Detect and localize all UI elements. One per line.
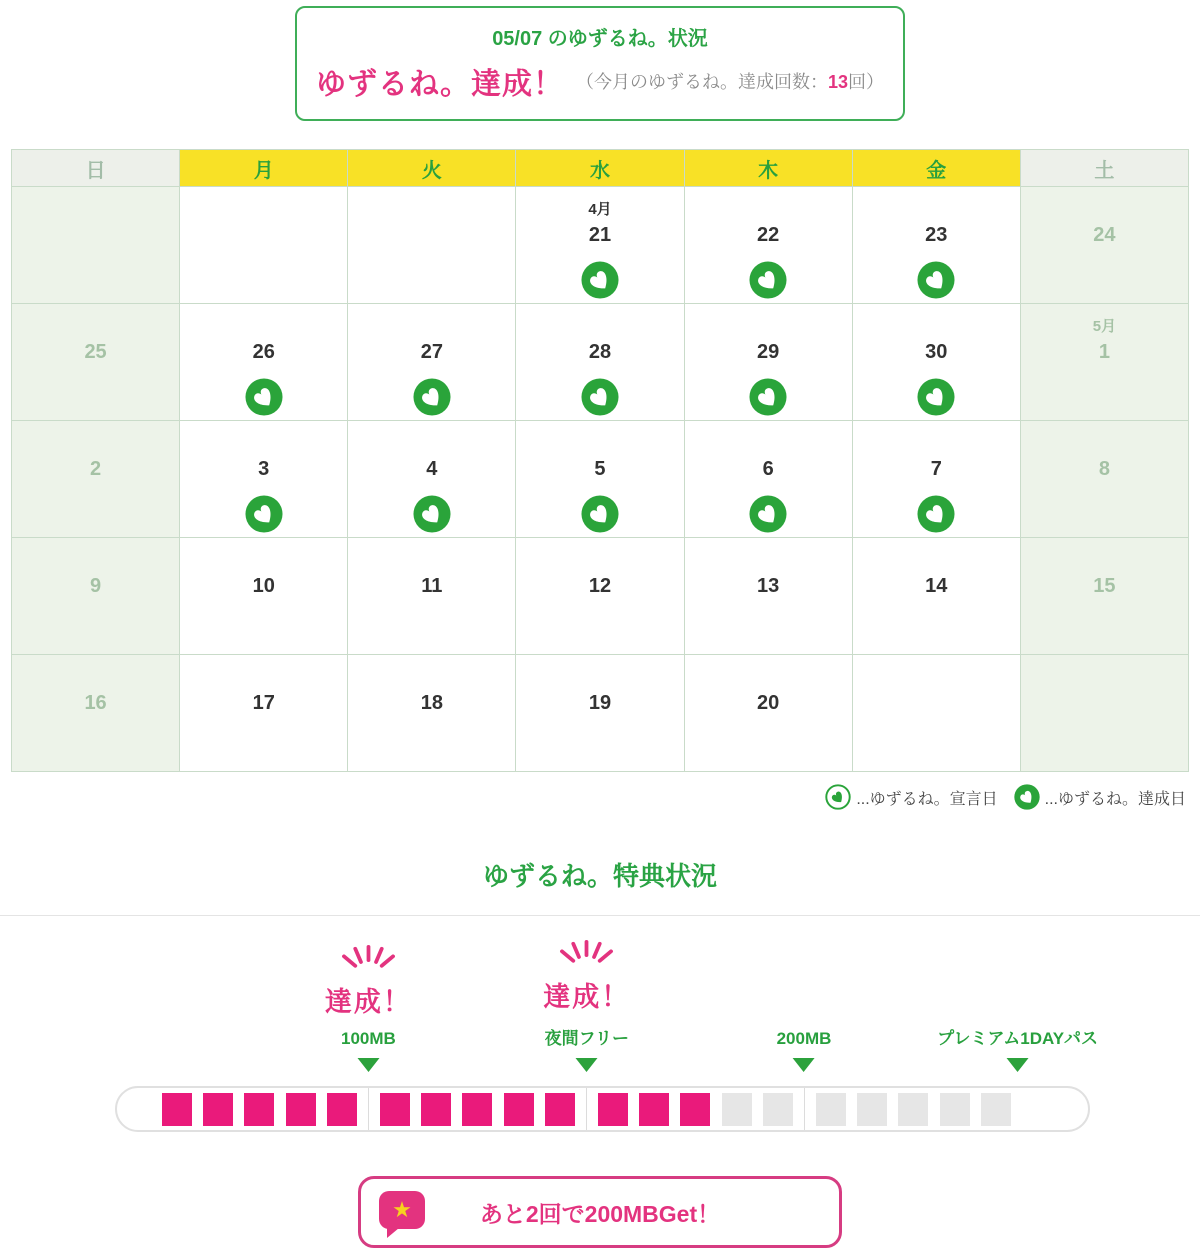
cell-day-number: 20 [757, 692, 780, 714]
progress-square-filled [327, 1093, 357, 1126]
calendar-row [12, 655, 1189, 772]
cell-month-label [12, 199, 179, 223]
progress-square-filled [203, 1093, 233, 1126]
cell-day-number: 27 [420, 341, 443, 363]
cell-month-label [12, 667, 179, 691]
cell-day-number: 26 [252, 341, 275, 363]
calendar-cell [12, 421, 180, 538]
achieved-burst-text: 達成！ [324, 987, 412, 1017]
calendar-header-sun: 日 [12, 150, 180, 187]
cell-day-number: 12 [588, 575, 612, 597]
yuzurune-achieved-icon [516, 261, 683, 301]
cell-day-number: 18 [420, 692, 443, 714]
achieved-burst [543, 940, 630, 1014]
progress-square-empty [722, 1093, 752, 1126]
progress-square-empty [857, 1093, 887, 1126]
cell-day-number: 10 [252, 575, 275, 597]
cell-month-label [180, 433, 347, 457]
cell-month-label [12, 550, 179, 574]
cell-month-label [853, 199, 1020, 223]
milestone-arrow-icon [1007, 1058, 1029, 1072]
achieved-burst-text: 達成！ [543, 982, 631, 1012]
calendar-cell [12, 187, 180, 304]
calendar-cell [348, 304, 516, 421]
cell-day-number: 21 [588, 224, 612, 246]
milestone-label: 夜間フリー [544, 1029, 629, 1048]
progress-square-filled [504, 1093, 534, 1126]
status-result: ゆずるね。達成！ [315, 68, 564, 101]
cell-month-label [516, 433, 683, 457]
milestone-arrow-icon [576, 1058, 598, 1072]
progress-square-filled [162, 1093, 192, 1126]
yuzurune-achieved-icon [516, 495, 683, 535]
cell-month-label [685, 199, 852, 223]
yuzurune-achieved-icon [853, 495, 1020, 535]
cell-day-number: 7 [930, 458, 942, 480]
calendar-cell [516, 655, 684, 772]
status-card [295, 6, 905, 121]
burst-rays-icon [325, 945, 411, 980]
cell-day-number: 1 [1098, 341, 1110, 363]
calendar-cell [348, 655, 516, 772]
cell-month-label [685, 433, 852, 457]
cell-day-number [1021, 691, 1188, 717]
calendar-cell [180, 421, 348, 538]
calendar-row [12, 538, 1189, 655]
calendar-cell [180, 187, 348, 304]
calendar-body [12, 187, 1189, 772]
progress-square-filled [639, 1093, 669, 1126]
reward-message: あと2回で200MBGet！ [479, 1200, 721, 1227]
legend-item-declared [825, 784, 997, 810]
calendar-cell [12, 655, 180, 772]
status-count-prefix: （今月のゆずるね。達成回数： [575, 72, 828, 92]
calendar-cell [1020, 421, 1188, 538]
cell-day-number: 14 [925, 575, 948, 597]
cell-day-number [853, 691, 1020, 717]
calendar-cell [852, 655, 1020, 772]
cell-day-number: 9 [90, 575, 102, 597]
milestone-label: プレミアム1DAYパス [937, 1029, 1099, 1048]
calendar-cell [684, 187, 852, 304]
yuzurune-achieved-icon [1014, 784, 1040, 810]
cell-day-number: 2 [90, 458, 102, 480]
yuzurune-achieved-icon [685, 495, 852, 535]
calendar-cell [1020, 538, 1188, 655]
milestone-arrow-icon [357, 1058, 379, 1072]
cell-day-number: 24 [1093, 224, 1116, 246]
cell-day-number: 3 [258, 458, 270, 480]
calendar-cell [1020, 187, 1188, 304]
calendar-header-wed: 水 [516, 150, 684, 187]
calendar-cell [684, 538, 852, 655]
calendar-cell [516, 187, 684, 304]
calendar-cell [684, 421, 852, 538]
progress-square-filled [680, 1093, 710, 1126]
cell-day-number [12, 223, 179, 249]
calendar-cell [852, 304, 1020, 421]
calendar-cell [348, 421, 516, 538]
milestone-夜間フリー [543, 940, 630, 1072]
calendar-cell [1020, 655, 1188, 772]
legend-label: ...ゆずるね。達成日 [1044, 790, 1186, 808]
progress-square-empty [763, 1093, 793, 1126]
cell-month-label [853, 550, 1020, 574]
cell-month-label [516, 316, 683, 340]
calendar-cell [852, 538, 1020, 655]
progress-square-filled [421, 1093, 451, 1126]
cell-month-label [348, 667, 515, 691]
calendar-cell [180, 655, 348, 772]
cell-month-label [685, 550, 852, 574]
yuzurune-achieved-icon [853, 261, 1020, 301]
calendar-header-sat: 土 [1020, 150, 1188, 187]
milestone-arrow-icon [793, 1058, 815, 1072]
cell-day-number: 25 [84, 341, 107, 363]
progress-square-filled [545, 1093, 575, 1126]
status-count-suffix: 回） [848, 72, 885, 92]
cell-day-number: 23 [925, 224, 948, 246]
calendar-cell [12, 538, 180, 655]
calendar-row [12, 187, 1189, 304]
cell-month-label [180, 199, 347, 223]
yuzurune-achieved-icon [348, 378, 515, 418]
calendar-cell [12, 304, 180, 421]
calendar-header-mon: 月 [180, 150, 348, 187]
progress-square-filled [286, 1093, 316, 1126]
cell-month-label [1021, 433, 1188, 457]
cell-day-number: 22 [757, 224, 780, 246]
calendar-header-fri: 金 [852, 150, 1020, 187]
cell-day-number: 15 [1093, 575, 1116, 597]
cell-month-label [348, 199, 515, 223]
calendar-legend [0, 784, 1186, 810]
cell-month-label [348, 550, 515, 574]
milestone-100MB [325, 945, 412, 1072]
cell-day-number: 4 [426, 458, 438, 480]
progress-segment [586, 1088, 804, 1130]
cell-month-label [348, 316, 515, 340]
cell-month-label [1021, 199, 1188, 223]
cell-month-label [180, 316, 347, 340]
progress-square-filled [462, 1093, 492, 1126]
calendar-cell [516, 304, 684, 421]
star-icon: ★ [392, 1197, 412, 1222]
legend-item-achieved [1014, 784, 1186, 810]
calendar-cell [516, 421, 684, 538]
milestone-プレミアム1DAYパス [937, 1014, 1098, 1072]
status-count [576, 68, 884, 94]
cell-month-label [516, 667, 683, 691]
calendar-cell [348, 538, 516, 655]
cell-day-number: 19 [588, 692, 612, 714]
progress-square-filled [598, 1093, 628, 1126]
calendar-row [12, 421, 1189, 538]
status-count-value: 13 [827, 72, 849, 92]
cell-day-number: 17 [252, 692, 275, 714]
calendar-cell [1020, 304, 1188, 421]
progress-segment [368, 1088, 586, 1130]
cell-month-label [180, 667, 347, 691]
calendar-row [12, 304, 1189, 421]
yuzurune-achieved-icon [180, 378, 347, 418]
calendar-cell [180, 304, 348, 421]
calendar-cell [684, 655, 852, 772]
progress-square-empty [940, 1093, 970, 1126]
cell-day-number [348, 223, 515, 249]
cell-month-label [12, 433, 179, 457]
yuzurune-declared-icon [825, 784, 851, 810]
calendar-cell [348, 187, 516, 304]
yuzurune-achieved-icon [180, 495, 347, 535]
progress-square-empty [898, 1093, 928, 1126]
calendar-header-thu: 木 [684, 150, 852, 187]
progress-square-empty [816, 1093, 846, 1126]
reward-message-card [358, 1176, 842, 1248]
cell-month-label: 5月 [1092, 318, 1117, 335]
calendar-cell [684, 304, 852, 421]
cell-month-label [685, 667, 852, 691]
cell-month-label [685, 316, 852, 340]
calendar-cell [852, 187, 1020, 304]
rewards-progress-section [0, 916, 1200, 1136]
achieved-burst [325, 945, 412, 1019]
cell-month-label [853, 316, 1020, 340]
cell-day-number: 13 [757, 575, 780, 597]
progress-bar [115, 1086, 1090, 1132]
cell-day-number: 30 [925, 341, 948, 363]
cell-day-number: 16 [84, 692, 107, 714]
calendar-header-row [12, 150, 1189, 187]
yuzurune-achieved-icon [348, 495, 515, 535]
calendar-header-tue: 火 [348, 150, 516, 187]
progress-segment [804, 1088, 1022, 1130]
cell-month-label [853, 667, 1020, 691]
progress-square-filled [244, 1093, 274, 1126]
speech-bubble-icon [379, 1191, 425, 1229]
rewards-title: ゆずるね。特典状況 [482, 861, 717, 891]
yuzurune-achieved-icon [685, 261, 852, 301]
yuzurune-achieved-icon [853, 378, 1020, 418]
milestone-200MB [777, 1019, 832, 1072]
milestone-label: 200MB [776, 1029, 832, 1048]
yuzurune-achieved-icon [516, 378, 683, 418]
cell-month-label [853, 433, 1020, 457]
cell-month-label [180, 550, 347, 574]
cell-day-number: 28 [588, 341, 612, 363]
cell-day-number: 29 [757, 341, 780, 363]
yuzurune-achieved-icon [685, 378, 852, 418]
cell-month-label [348, 433, 515, 457]
legend-label: ...ゆずるね。宣言日 [856, 790, 998, 808]
cell-day-number: 6 [762, 458, 774, 480]
calendar-cell [180, 538, 348, 655]
cell-day-number [180, 223, 347, 249]
status-title: 05/07 のゆずるね。状況 [492, 28, 708, 50]
cell-day-number: 8 [1098, 458, 1110, 480]
calendar-cell [516, 538, 684, 655]
cell-month-label [12, 316, 179, 340]
burst-rays-icon [544, 940, 630, 975]
milestone-label: 100MB [340, 1029, 396, 1048]
cell-month-label [516, 550, 683, 574]
cell-month-label [1021, 667, 1188, 691]
yuzurune-calendar [11, 149, 1189, 772]
cell-month-label: 4月 [588, 201, 612, 218]
progress-square-filled [380, 1093, 410, 1126]
cell-month-label [1021, 550, 1188, 574]
cell-day-number: 11 [421, 575, 443, 597]
progress-square-empty [981, 1093, 1011, 1126]
calendar-cell [852, 421, 1020, 538]
cell-day-number: 5 [594, 458, 606, 480]
progress-segment [151, 1088, 368, 1130]
